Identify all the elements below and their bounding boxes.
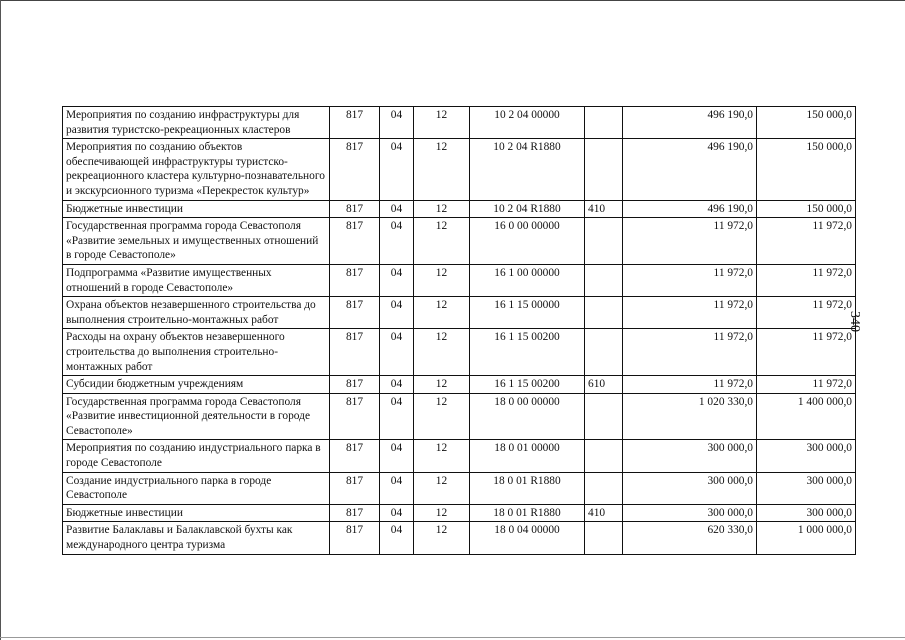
section-code: 04 (380, 107, 414, 139)
amount-1: 11 972,0 (623, 329, 757, 376)
section-code: 04 (380, 522, 414, 554)
target-article: 16 0 00 00000 (470, 218, 585, 265)
row-name: Создание индустриального парка в городе Севастополе (63, 472, 330, 504)
amount-1: 11 972,0 (623, 264, 757, 296)
subsection-code: 12 (414, 200, 470, 218)
section-code: 04 (380, 139, 414, 200)
expense-type (585, 472, 623, 504)
ministry-code: 817 (330, 297, 380, 329)
ministry-code: 817 (330, 139, 380, 200)
table-row (63, 472, 856, 504)
amount-1: 496 190,0 (623, 107, 757, 139)
table-row (63, 139, 856, 200)
amount-2: 300 000,0 (757, 440, 856, 472)
table-row (63, 218, 856, 265)
ministry-code: 817 (330, 329, 380, 376)
table-row (63, 522, 856, 554)
amount-1: 1 020 330,0 (623, 393, 757, 440)
section-code: 04 (380, 472, 414, 504)
target-article: 18 0 01 R1880 (470, 472, 585, 504)
ministry-code: 817 (330, 264, 380, 296)
ministry-code: 817 (330, 472, 380, 504)
section-code: 04 (380, 200, 414, 218)
expense-type (585, 139, 623, 200)
row-name: Бюджетные инвестиции (63, 200, 330, 218)
target-article: 10 2 04 00000 (470, 107, 585, 139)
amount-1: 300 000,0 (623, 504, 757, 522)
amount-2: 11 972,0 (757, 376, 856, 394)
target-article: 18 0 00 00000 (470, 393, 585, 440)
subsection-code: 12 (414, 376, 470, 394)
target-article: 16 1 15 00000 (470, 297, 585, 329)
target-article: 18 0 04 00000 (470, 522, 585, 554)
target-article: 10 2 04 R1880 (470, 139, 585, 200)
row-name: Расходы на охрану объектов незавершенного строительства до выполнения строительно-монтажных работ (63, 329, 330, 376)
subsection-code: 12 (414, 472, 470, 504)
subsection-code: 12 (414, 264, 470, 296)
subsection-code: 12 (414, 440, 470, 472)
expense-type: 610 (585, 376, 623, 394)
target-article: 18 0 01 R1880 (470, 504, 585, 522)
expense-type: 410 (585, 504, 623, 522)
row-name: Развитие Балаклавы и Балаклавской бухты как международного центра туризма (63, 522, 330, 554)
amount-2: 11 972,0 (757, 297, 856, 329)
expense-type (585, 107, 623, 139)
amount-1: 11 972,0 (623, 218, 757, 265)
table-row (63, 329, 856, 376)
row-name: Мероприятия по созданию инфраструктуры для развития туристско-рекреационных кластеров (63, 107, 330, 139)
amount-2: 150 000,0 (757, 200, 856, 218)
table-row (63, 297, 856, 329)
expense-type (585, 393, 623, 440)
table-row (63, 264, 856, 296)
expense-type (585, 329, 623, 376)
subsection-code: 12 (414, 297, 470, 329)
target-article: 18 0 01 00000 (470, 440, 585, 472)
amount-1: 496 190,0 (623, 139, 757, 200)
row-name: Государственная программа города Севастополя «Развитие земельных и имущественных отношений в городе Севастополе» (63, 218, 330, 265)
section-code: 04 (380, 393, 414, 440)
row-name: Субсидии бюджетным учреждениям (63, 376, 330, 394)
section-code: 04 (380, 297, 414, 329)
ministry-code: 817 (330, 504, 380, 522)
table-row (63, 200, 856, 218)
amount-2: 11 972,0 (757, 264, 856, 296)
subsection-code: 12 (414, 522, 470, 554)
ministry-code: 817 (330, 376, 380, 394)
expense-type (585, 297, 623, 329)
amount-1: 496 190,0 (623, 200, 757, 218)
section-code: 04 (380, 440, 414, 472)
amount-1: 11 972,0 (623, 376, 757, 394)
table-row (63, 393, 856, 440)
target-article: 16 1 15 00200 (470, 329, 585, 376)
section-code: 04 (380, 329, 414, 376)
section-code: 04 (380, 504, 414, 522)
table-row (63, 107, 856, 139)
subsection-code: 12 (414, 107, 470, 139)
amount-2: 1 000 000,0 (757, 522, 856, 554)
expense-type (585, 440, 623, 472)
amount-2: 11 972,0 (757, 329, 856, 376)
table-row (63, 376, 856, 394)
scan-frame-bottom (0, 637, 905, 638)
ministry-code: 817 (330, 218, 380, 265)
expense-type (585, 264, 623, 296)
row-name: Государственная программа города Севастополя «Развитие инвестиционной деятельности в городе Севастополе» (63, 393, 330, 440)
scan-frame-left (0, 0, 1, 640)
scan-frame-top (0, 0, 905, 1)
amount-1: 300 000,0 (623, 472, 757, 504)
amount-2: 300 000,0 (757, 472, 856, 504)
amount-1: 11 972,0 (623, 297, 757, 329)
subsection-code: 12 (414, 329, 470, 376)
table-row (63, 504, 856, 522)
subsection-code: 12 (414, 139, 470, 200)
row-name: Охрана объектов незавершенного строительства до выполнения строительно-монтажных работ (63, 297, 330, 329)
target-article: 10 2 04 R1880 (470, 200, 585, 218)
section-code: 04 (380, 218, 414, 265)
target-article: 16 1 00 00000 (470, 264, 585, 296)
ministry-code: 817 (330, 107, 380, 139)
section-code: 04 (380, 264, 414, 296)
row-name: Бюджетные инвестиции (63, 504, 330, 522)
ministry-code: 817 (330, 200, 380, 218)
subsection-code: 12 (414, 504, 470, 522)
row-name: Подпрограмма «Развитие имущественных отношений в городе Севастополе» (63, 264, 330, 296)
amount-1: 620 330,0 (623, 522, 757, 554)
budget-table (62, 106, 856, 555)
amount-2: 11 972,0 (757, 218, 856, 265)
ministry-code: 817 (330, 393, 380, 440)
table-row (63, 440, 856, 472)
expense-type (585, 218, 623, 265)
expense-type: 410 (585, 200, 623, 218)
row-name: Мероприятия по созданию индустриального парка в городе Севастополе (63, 440, 330, 472)
target-article: 16 1 15 00200 (470, 376, 585, 394)
ministry-code: 817 (330, 522, 380, 554)
row-name: Мероприятия по созданию объектов обеспечивающей инфраструктуры туристско-рекреационного кластера культурно-познавательного и экскурсионного туризма «Перекресток культур» (63, 139, 330, 200)
amount-2: 150 000,0 (757, 139, 856, 200)
amount-1: 300 000,0 (623, 440, 757, 472)
amount-2: 1 400 000,0 (757, 393, 856, 440)
amount-2: 150 000,0 (757, 107, 856, 139)
amount-2: 300 000,0 (757, 504, 856, 522)
subsection-code: 12 (414, 393, 470, 440)
ministry-code: 817 (330, 440, 380, 472)
page-number: 340 (847, 311, 862, 332)
subsection-code: 12 (414, 218, 470, 265)
section-code: 04 (380, 376, 414, 394)
expense-type (585, 522, 623, 554)
